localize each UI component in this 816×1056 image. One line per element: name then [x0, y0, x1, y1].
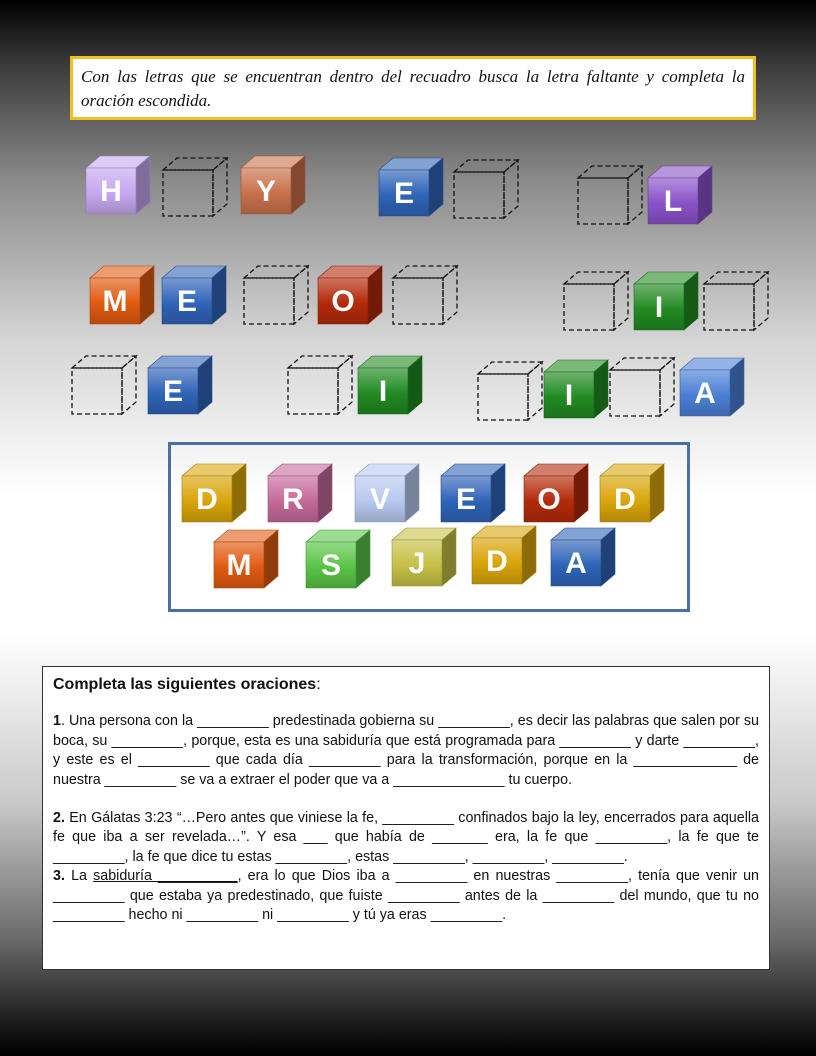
empty-cube-outline — [478, 362, 542, 420]
sentence-3-text: , era lo que Dios iba a _________ en nuestras _________, tenía que venir un _________ que estaba ya predestinado, que fuiste _________ antes de la _________ del mundo, que tu no _________ hecho ni _________ ni _________ y tú ya eras _________. — [53, 868, 759, 924]
cube-letter: O — [331, 285, 355, 318]
empty-cube-outline — [163, 158, 227, 216]
empty-cube-outline — [288, 356, 352, 414]
cube-letter: H — [100, 175, 122, 208]
cube-letter: S — [320, 549, 342, 582]
cube-letter: J — [408, 547, 426, 580]
exercise-box — [42, 666, 770, 970]
bank-cube — [524, 464, 588, 522]
cube-letter: D — [196, 483, 218, 516]
empty-cube-outline — [244, 266, 308, 324]
empty-cube-outline — [393, 266, 457, 324]
empty-cube-outline — [704, 272, 768, 330]
sentence-2-text: En Gálatas 3:23 “…Pero antes que viniese la fe, _________ confinados bajo la ley, encerrados para aquella fe que iba a ser revelada…”. Y esa ___ que había de _______ era, la fe que _________, la fe que te _________, la fe que dice tu estas _________, estas _________, _________, _________. — [53, 810, 759, 865]
puzzle-cube — [680, 358, 744, 416]
puzzle-cube-empty — [454, 160, 518, 218]
puzzle-cube — [241, 156, 305, 214]
puzzle-cube — [162, 266, 226, 324]
cube-letter: A — [694, 377, 716, 410]
bank-cube — [182, 464, 246, 522]
cube-letter: O — [537, 483, 561, 516]
cube-letter: M — [226, 549, 252, 582]
cube-letter: V — [369, 483, 391, 516]
sentence-3-number: 3. — [53, 868, 65, 885]
puzzle-cube — [318, 266, 382, 324]
puzzle-cube-empty — [72, 356, 136, 414]
bank-cube — [214, 530, 278, 588]
empty-cube-outline — [578, 166, 642, 224]
bank-cube — [600, 464, 664, 522]
bank-cube — [392, 528, 456, 586]
bank-cube — [551, 528, 615, 586]
bank-cube — [268, 464, 332, 522]
sentence-2 — [53, 809, 759, 867]
puzzle-cube-empty — [610, 358, 674, 416]
cube-letter: M — [102, 285, 128, 318]
cube-letter: I — [378, 375, 388, 408]
cube-letter: Y — [255, 175, 277, 208]
exercise-title-text: Completa las siguientes oraciones — [53, 676, 317, 693]
puzzle-cube — [379, 158, 443, 216]
puzzle-cube-empty — [288, 356, 352, 414]
sentence-3-underlined: sabiduría __________ — [93, 868, 238, 885]
puzzle-cube — [148, 356, 212, 414]
bank-cube — [441, 464, 505, 522]
sentence-2-number: 2. — [53, 810, 65, 827]
cube-letter: I — [564, 379, 574, 412]
puzzle-cube-empty — [578, 166, 642, 224]
puzzle-cube-empty — [244, 266, 308, 324]
cube-letter: D — [614, 483, 636, 516]
empty-cube-outline — [72, 356, 136, 414]
sentence-3 — [53, 867, 759, 925]
puzzle-cube-empty — [393, 266, 457, 324]
puzzle-cube-empty — [163, 158, 227, 216]
cube-letter: E — [176, 285, 198, 318]
empty-cube-outline — [564, 272, 628, 330]
cube-letter: R — [282, 483, 304, 516]
empty-cube-outline — [610, 358, 674, 416]
cube-letter: L — [663, 185, 683, 218]
sentence-1-text: . Una persona con la _________ predestinada gobierna su _________, es decir las palabras que salen por su boca, su _________, porque, esta es una sabiduría que está programada para _________ y darte _________, y este es el _________ que cada día _________ para la transformación, porque en la _____________ de nuestra _________ se va a extraer el poder que va a ______________ tu cuerpo. — [53, 713, 759, 788]
puzzle-cube-empty — [704, 272, 768, 330]
cube-letter: E — [455, 483, 477, 516]
bank-cube — [472, 526, 536, 584]
exercise-title-colon: : — [316, 676, 321, 693]
bank-cube — [355, 464, 419, 522]
sentence-1-number: 1 — [53, 713, 61, 730]
puzzle-cube-empty — [564, 272, 628, 330]
cube-letter: A — [565, 547, 587, 580]
empty-cube-outline — [454, 160, 518, 218]
sentence-3-pre: La — [64, 868, 94, 885]
puzzle-cube — [358, 356, 422, 414]
puzzle-cube — [648, 166, 712, 224]
sentence-1 — [53, 712, 759, 790]
puzzle-cube — [634, 272, 698, 330]
puzzle-cube — [86, 156, 150, 214]
instruction-text: Con las letras que se encuentran dentro del recuadro busca la letra faltante y completa la oración escondida. — [81, 67, 745, 110]
cube-letter: E — [393, 177, 415, 210]
puzzle-cube-empty — [478, 362, 542, 420]
instruction-box — [70, 56, 756, 120]
cube-letter: I — [654, 291, 664, 324]
puzzle-cube — [90, 266, 154, 324]
exercise-title — [53, 675, 759, 694]
puzzle-cube — [544, 360, 608, 418]
cube-letter: D — [486, 545, 508, 578]
cube-letter: E — [162, 375, 184, 408]
bank-cube — [306, 530, 370, 588]
